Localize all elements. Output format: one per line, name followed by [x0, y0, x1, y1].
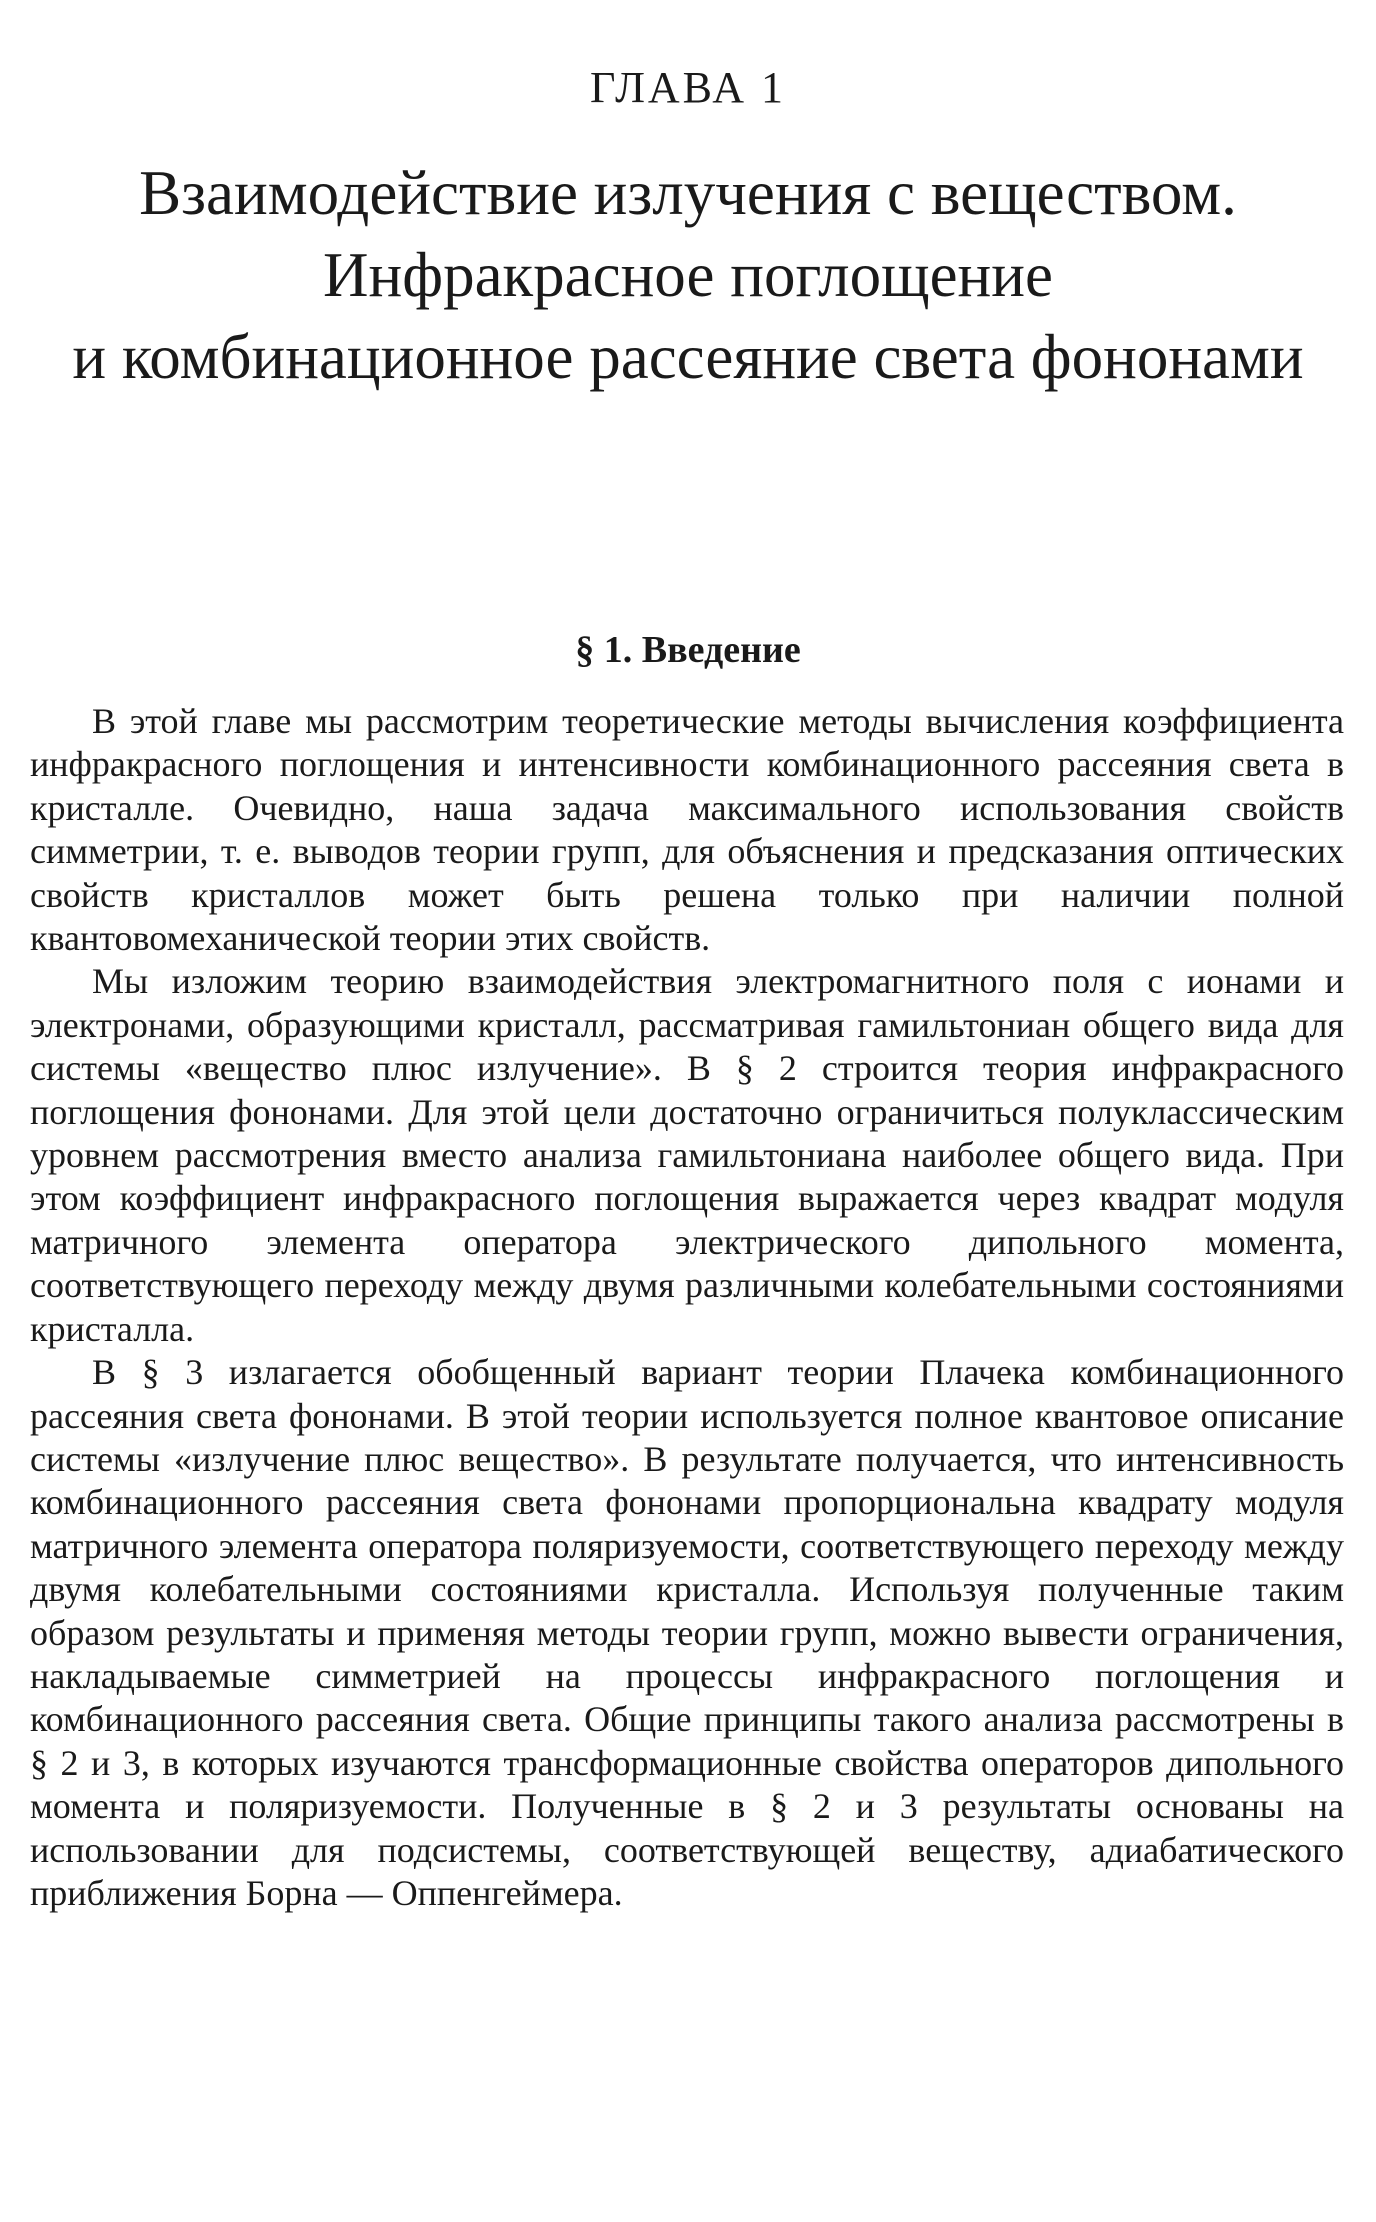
chapter-title-line-3: и комбинационное рассеяние света фононами [72, 322, 1304, 392]
paragraph-1: В этой главе мы рассмотрим теоретические методы вычисления коэффициента инфракрасного поглощения и интенсивности комбинационного рассеяния света в кристалле. Очевидно, наша задача максимального использования свойств симметрии, т. е. выводов теории групп, для объяснения и предсказания оптических свойств кристаллов может быть решена только при наличии полной квантовомеханической теории этих свойств. [30, 701, 1344, 959]
chapter-title [20, 152, 1356, 398]
section-heading: § 1. Введение [575, 629, 801, 671]
chapter-title-line-1: Взаимодействие излучения с веществом. [139, 158, 1237, 228]
body-text [30, 700, 1344, 1915]
chapter-label: ГЛАВА 1 [589, 63, 787, 112]
paragraph-3: В § 3 излагается обобщенный вариант теории Плачека комбинационного рассеяния света фононами. В этой теории используется полное квантовое описание системы «излучение плюс вещество». В результате получается, что интенсивность комбинационного рассеяния света фононами пропорциональна квадрату модуля матричного элемента оператора поляризуемости, соответствующего переходу между двумя колебательными состояниями кристалла. Используя полученные таким образом результаты и применяя методы теории групп, можно вывести ограничения, накладываемые симметрией на процессы инфракрасного поглощения и комбинационного рассеяния света. Общие принципы такого анализа рассмотрены в § 2 и 3, в которых изучаются трансформационные свойства операторов дипольного момента и поляризуемости. Полученные в § 2 и 3 результаты основаны на использовании для подсистемы, соответствующей веществу, адиабатического приближения Борна — Оппенгеймера. [30, 1352, 1344, 1913]
chapter-title-line-2: Инфракрасное поглощение [323, 240, 1053, 310]
paragraph-2: Мы изложим теорию взаимодействия электромагнитного поля с ионами и электронами, образующими кристалл, рассматривая гамильтониан общего вида для системы «вещество плюс излучение». В § 2 строится теория инфракрасного поглощения фононами. Для этой цели достаточно ограничиться полуклассическим уровнем рассмотрения вместо анализа гамильтониана наиболее общего вида. При этом коэффициент инфракрасного поглощения выражается через квадрат модуля матричного элемента оператора электрического дипольного момента, соответствующего переходу между двумя различными колебательными состояниями кристалла. [30, 961, 1344, 1349]
